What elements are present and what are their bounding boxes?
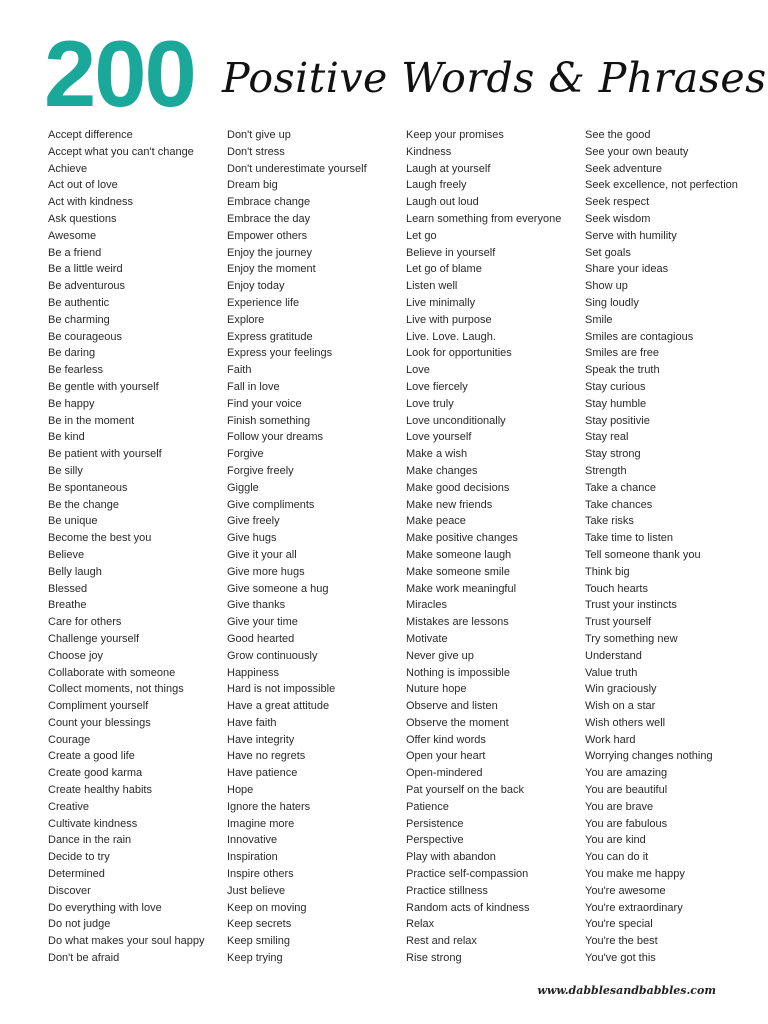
phrase-item: Discover [48, 884, 91, 897]
phrase-item: Courage [48, 733, 91, 746]
phrase-item: Laugh out loud [406, 196, 479, 209]
phrase-item: Tell someone thank you [585, 548, 701, 561]
phrase-item: You are amazing [585, 767, 668, 780]
phrase-item: Have faith [227, 716, 277, 729]
phrase-item: Make a wish [406, 448, 468, 461]
phrase-item: Make someone smile [406, 565, 510, 578]
phrase-item: Smiles are contagious [585, 330, 694, 343]
phrase-item: Nuture hope [406, 683, 467, 696]
phrase-item: Love unconditionally [406, 414, 506, 427]
phrase-item: Express your feelings [227, 347, 333, 360]
phrase-item: Be daring [48, 347, 96, 360]
phrase-item: Collect moments, not things [48, 683, 184, 696]
phrase-item: Give freely [227, 515, 280, 528]
phrase-item: Collaborate with someone [48, 666, 176, 679]
phrase-item: Have a great attitude [227, 700, 330, 713]
phrase-item: Laugh at yourself [406, 162, 491, 175]
phrase-column-2 [227, 127, 367, 967]
phrase-item: Enjoy the journey [227, 246, 312, 259]
phrase-item: Kindness [406, 145, 452, 158]
phrase-item: Ask questions [48, 212, 117, 225]
phrase-item: Compliment yourself [48, 700, 149, 713]
phrase-item: Give it your all [227, 548, 297, 561]
phrase-item: Dream big [227, 179, 278, 192]
phrase-item: Rest and relax [406, 935, 477, 948]
phrase-item: Take risks [585, 515, 634, 528]
phrase-item: Perspective [406, 834, 464, 847]
phrase-item: Seek wisdom [585, 212, 651, 225]
phrase-item: Worrying changes nothing [585, 750, 713, 763]
phrase-item: You are fabulous [585, 817, 668, 830]
phrase-item: Give thanks [227, 599, 286, 612]
phrase-item: Don't stress [227, 145, 285, 158]
phrase-item: Smiles are free [585, 347, 659, 360]
phrase-item: You're the best [585, 935, 658, 948]
phrase-item: Practice stillness [406, 884, 488, 897]
phrase-item: Laugh freely [406, 179, 467, 192]
phrase-item: Enjoy today [227, 280, 285, 293]
phrase-item: Make good decisions [406, 481, 510, 494]
phrase-item: Make someone laugh [406, 548, 512, 561]
phrase-item: Don't give up [227, 129, 291, 141]
phrase-item: Innovative [227, 834, 278, 847]
phrase-item: Take a chance [585, 481, 656, 494]
phrase-item: You've got this [585, 952, 656, 965]
phrase-item: Accept difference [48, 129, 133, 141]
phrase-item: Find your voice [227, 397, 302, 410]
phrase-item: Miracles [406, 599, 447, 612]
phrase-item: Smile [585, 313, 613, 326]
phrase-item: Create a good life [48, 750, 135, 763]
phrase-item: Love truly [406, 397, 454, 410]
phrase-item: Create healthy habits [48, 784, 152, 797]
phrase-item: Inspire others [227, 868, 294, 881]
phrase-item: Dance in the rain [48, 834, 132, 847]
phrase-item: Be authentic [48, 296, 110, 309]
phrase-item: Embrace the day [227, 212, 311, 225]
phrase-item: Let go [406, 229, 437, 242]
phrase-item: Offer kind words [406, 733, 486, 746]
phrase-item: Strength [585, 464, 627, 477]
phrase-item: Stay real [585, 431, 629, 444]
phrase-item: Just believe [227, 884, 286, 897]
phrase-item: Show up [585, 280, 628, 293]
phrase-item: Be happy [48, 397, 95, 410]
phrase-item: Give compliments [227, 498, 315, 511]
phrase-item: Challenge yourself [48, 632, 140, 645]
phrase-item: Never give up [406, 649, 474, 662]
phrase-item: Don't underestimate yourself [227, 162, 367, 175]
phrase-item: You make me happy [585, 868, 685, 881]
phrase-item: Keep smiling [227, 935, 290, 948]
phrase-item: Be silly [48, 464, 83, 477]
phrase-item: Be the change [48, 498, 119, 511]
phrase-item: Sing loudly [585, 296, 639, 309]
phrase-column-4 [585, 127, 738, 967]
phrase-columns [48, 127, 748, 969]
phrase-item: Happiness [227, 666, 279, 679]
phrase-item: Be in the moment [48, 414, 135, 427]
phrase-item: Wish others well [585, 716, 666, 729]
phrase-item: Listen well [406, 280, 458, 293]
phrase-item: Be spontaneous [48, 481, 128, 494]
phrase-item: Ignore the haters [227, 800, 311, 813]
phrase-item: Good hearted [227, 632, 295, 645]
phrase-item: Explore [227, 313, 265, 326]
phrase-item: Decide to try [48, 851, 110, 864]
phrase-column-1 [48, 127, 205, 967]
phrase-item: Understand [585, 649, 642, 662]
phrase-item: Be a little weird [48, 263, 123, 276]
phrase-item: You're awesome [585, 884, 666, 897]
phrase-item: Love yourself [406, 431, 472, 444]
phrase-item: Think big [585, 565, 630, 578]
phrase-item: Stay curious [585, 380, 646, 393]
phrase-item: Make new friends [406, 498, 493, 511]
phrase-item: Serve with humility [585, 229, 677, 242]
phrase-item: Do everything with love [48, 901, 162, 914]
phrase-item: Accept what you can't change [48, 145, 194, 158]
phrase-item: Awesome [48, 229, 97, 242]
phrase-item: You're extraordinary [585, 901, 683, 914]
phrase-item: Forgive [227, 448, 264, 461]
phrase-item: Work hard [585, 733, 636, 746]
phrase-item: Speak the truth [585, 364, 660, 377]
phrase-item: Experience life [227, 296, 300, 309]
phrase-item: Random acts of kindness [406, 901, 530, 914]
phrase-item: Motivate [406, 632, 448, 645]
phrase-item: Seek adventure [585, 162, 663, 175]
phrase-item: Take time to listen [585, 532, 674, 545]
phrase-item: Be charming [48, 313, 110, 326]
phrase-item: See the good [585, 129, 651, 141]
phrase-item: Create good karma [48, 767, 143, 780]
phrase-item: Grow continuously [227, 649, 318, 662]
phrase-item: Observe and listen [406, 700, 498, 713]
phrase-item: Do not judge [48, 918, 111, 931]
phrase-item: Be unique [48, 515, 98, 528]
phrase-item: Stay strong [585, 448, 641, 461]
phrase-item: Cultivate kindness [48, 817, 138, 830]
phrase-item: Touch hearts [585, 582, 648, 595]
phrase-item: Learn something from everyone [406, 212, 562, 225]
phrase-item: Rise strong [406, 952, 462, 965]
phrase-item: Don't be afraid [48, 952, 120, 965]
phrase-item: Observe the moment [406, 716, 509, 729]
phrase-item: Believe [48, 548, 85, 561]
phrase-item: Love [406, 364, 430, 377]
phrase-item: Giggle [227, 481, 259, 494]
phrase-item: Live minimally [406, 296, 476, 309]
phrase-item: Make peace [406, 515, 466, 528]
phrase-item: Act out of love [48, 179, 118, 192]
phrase-item: Make changes [406, 464, 478, 477]
phrase-item: Follow your dreams [227, 431, 323, 444]
page-header [44, 21, 767, 126]
phrase-item: Win graciously [585, 683, 657, 696]
phrase-item: Keep on moving [227, 901, 307, 914]
phrase-item: Act with kindness [48, 196, 133, 209]
phrase-item: Achieve [48, 162, 88, 175]
phrase-item: Belly laugh [48, 565, 102, 578]
phrase-item: Become the best you [48, 532, 152, 545]
phrase-item: Inspiration [227, 851, 278, 864]
phrase-item: Do what makes your soul happy [48, 935, 205, 948]
phrase-item: Faith [227, 364, 252, 377]
phrase-item: Be adventurous [48, 280, 126, 293]
phrase-item: Keep trying [227, 952, 283, 965]
phrase-item: Practice self-compassion [406, 868, 529, 881]
phrase-item: Stay humble [585, 397, 647, 410]
phrase-item: Mistakes are lessons [406, 616, 509, 629]
phrase-item: Enjoy the moment [227, 263, 316, 276]
phrase-item: Be fearless [48, 364, 104, 377]
phrase-column-3 [406, 127, 561, 967]
phrase-item: Choose joy [48, 649, 104, 662]
phrase-item: Relax [406, 918, 435, 931]
phrase-item: Nothing is impossible [406, 666, 510, 679]
phrase-item: Share your ideas [585, 263, 669, 276]
phrase-item: Take chances [585, 498, 653, 511]
phrase-item: Express gratitude [227, 330, 313, 343]
phrase-item: Value truth [585, 666, 638, 679]
phrase-item: Keep your promises [406, 129, 504, 141]
phrase-item: Keep secrets [227, 918, 292, 931]
phrase-item: Breathe [48, 599, 87, 612]
phrase-item: Creative [48, 800, 89, 813]
phrase-item: Be gentle with yourself [48, 380, 159, 393]
phrase-item: Blessed [48, 582, 88, 595]
phrase-item: Have integrity [227, 733, 295, 746]
phrase-item: Play with abandon [406, 851, 496, 864]
phrase-item: Be kind [48, 431, 85, 444]
phrase-item: Be patient with yourself [48, 448, 162, 461]
phrase-item: Make positive changes [406, 532, 518, 545]
phrase-item: Fall in love [227, 380, 280, 393]
phrase-item: Persistence [406, 817, 464, 830]
phrase-item: Try something new [585, 632, 678, 645]
phrase-item: Embrace change [227, 196, 311, 209]
phrase-item: Open-mindered [406, 767, 483, 780]
phrase-item: Let go of blame [406, 263, 482, 276]
phrase-item: Empower others [227, 229, 308, 242]
phrase-item: Forgive freely [227, 464, 294, 477]
phrase-item: Imagine more [227, 817, 295, 830]
phrase-item: Live. Love. Laugh. [406, 330, 496, 343]
phrase-item: Hard is not impossible [227, 683, 336, 696]
page-title: Positive Words & Phrases [222, 54, 767, 102]
phrase-item: Love fiercely [406, 380, 468, 393]
phrase-item: Set goals [585, 246, 631, 259]
phrase-item: You can do it [585, 851, 649, 864]
phrase-item: Count your blessings [48, 716, 151, 729]
phrase-item: Give more hugs [227, 565, 305, 578]
phrase-item: Make work meaningful [406, 582, 517, 595]
phrase-item: You're special [585, 918, 653, 931]
phrase-item: Live with purpose [406, 313, 492, 326]
phrase-item: Be courageous [48, 330, 122, 343]
phrase-item: Wish on a star [585, 700, 656, 713]
phrase-item: Finish something [227, 414, 311, 427]
phrase-item: Believe in yourself [406, 246, 496, 259]
phrase-item: You are brave [585, 800, 654, 813]
phrase-item: Have no regrets [227, 750, 306, 763]
phrase-item: Have patience [227, 767, 298, 780]
phrase-item: Pat yourself on the back [406, 784, 525, 797]
phrase-item: Trust yourself [585, 616, 652, 629]
phrase-item: Give hugs [227, 532, 277, 545]
phrase-item: See your own beauty [585, 145, 689, 158]
phrase-item: Look for opportunities [406, 347, 512, 360]
phrase-item: Trust your instincts [585, 599, 677, 612]
phrase-item: Give someone a hug [227, 582, 329, 595]
phrase-item: You are kind [585, 834, 646, 847]
phrase-item: Hope [227, 784, 254, 797]
phrase-item: Stay positivie [585, 414, 650, 427]
phrase-item: Determined [48, 868, 105, 881]
phrase-item: Patience [406, 800, 449, 813]
phrase-item: Care for others [48, 616, 122, 629]
phrase-item: Be a friend [48, 246, 102, 259]
phrase-item: Seek respect [585, 196, 650, 209]
phrase-item: Seek excellence, not perfection [585, 179, 738, 192]
phrase-item: Open your heart [406, 750, 486, 763]
footer-website[interactable]: www.dabblesandbabbles.com [537, 984, 716, 997]
phrase-item: Give your time [227, 616, 298, 629]
title-number: 200 [44, 21, 195, 126]
phrase-item: You are beautiful [585, 784, 668, 797]
